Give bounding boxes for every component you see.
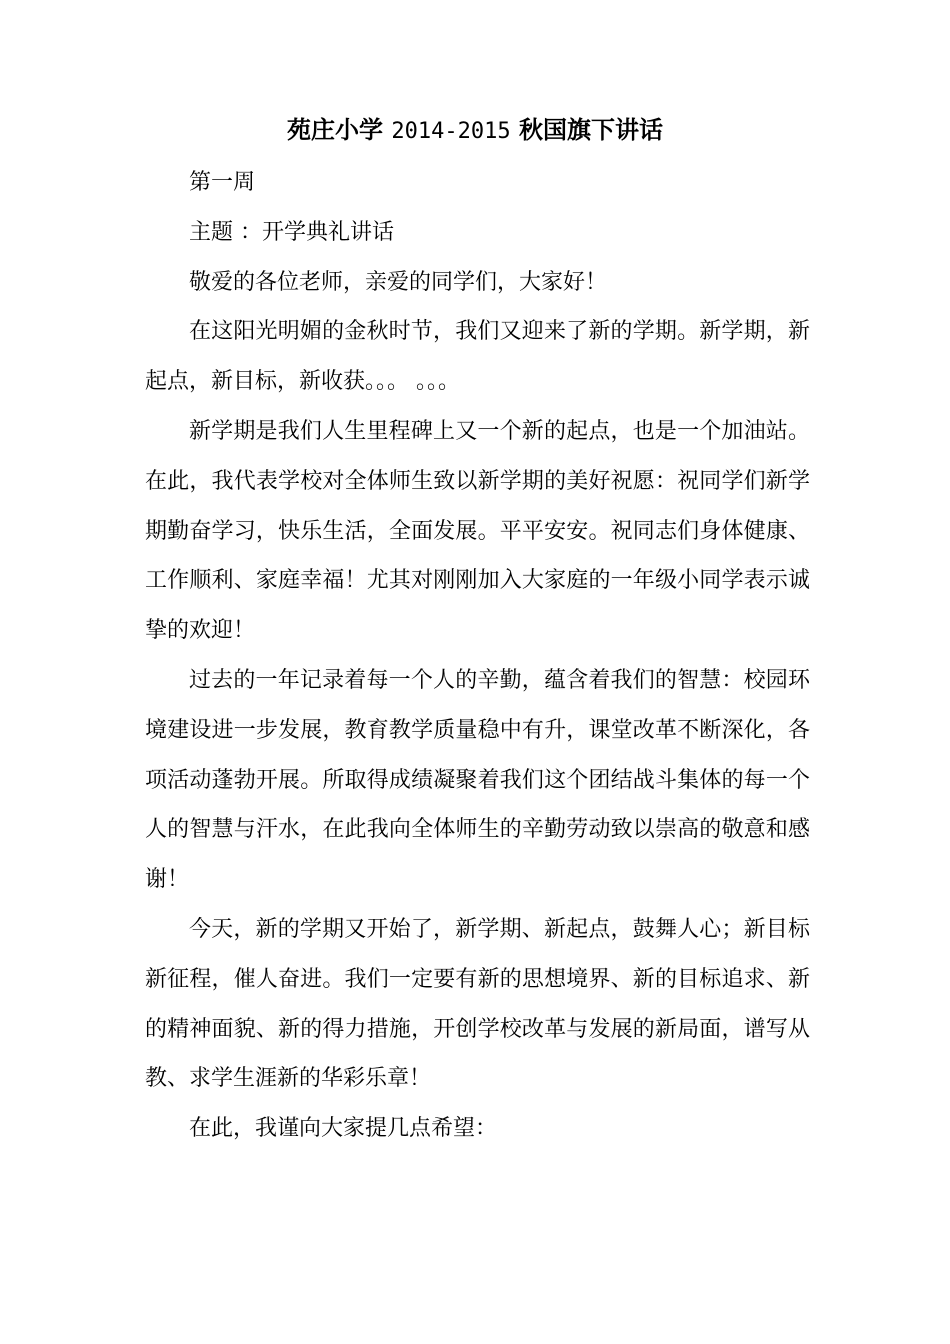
title-subject: 秋国旗下讲话 — [518, 116, 663, 144]
paragraph-topic: 主题 ：开学典礼讲话 — [189, 219, 394, 245]
paragraph: 新学期是我们人生里程碑上又一个新的起点，也是一个加油站。在此，我代表学校对全体师生致以新学期的美好祝愿：祝同学们新学期勤奋学习，快乐生活，全面发展。平平安安。祝同志们身体健康、工作顺利、家庭幸福！尤其对刚刚加入大家庭的一年级小同学表示诚挚的欢迎！ — [145, 418, 810, 644]
paragraph-week: 第一周 — [189, 170, 256, 195]
document-body — [145, 158, 810, 1154]
paragraph: 过去的一年记录着每一个人的辛勤，蕴含着我们的智慧：校园环境建设进一步发展，教育教学质量稳中有升，课堂改革不断深化，各项活动蓬勃开展。所取得成绩凝聚着我们这个团结战斗集体的每一个人的智慧与汗水，在此我向全体师生的辛勤劳动致以崇高的敬意和感谢！ — [145, 667, 810, 893]
paragraph: 今天，新的学期又开始了，新学期、新起点，鼓舞人心；新目标新征程，催人奋进。我们一定要有新的思想境界、新的目标追求、新的精神面貌、新的得力措施，开创学校改革与发展的新局面，谱写从教、求学生涯新的华彩乐章！ — [145, 916, 810, 1092]
title-year: 2014-2015 — [391, 119, 511, 144]
paragraph-greeting: 敬爱的各位老师，亲爱的同学们，大家好！ — [189, 269, 608, 295]
paragraph: 在这阳光明媚的金秋时节，我们又迎来了新的学期。新学期，新起点，新目标，新收获。。。 。。。 — [145, 319, 810, 395]
paragraph: 在此，我谨向大家提几点希望： — [189, 1116, 498, 1142]
document-title — [0, 112, 950, 150]
title-school: 苑庄小学 — [287, 116, 384, 144]
